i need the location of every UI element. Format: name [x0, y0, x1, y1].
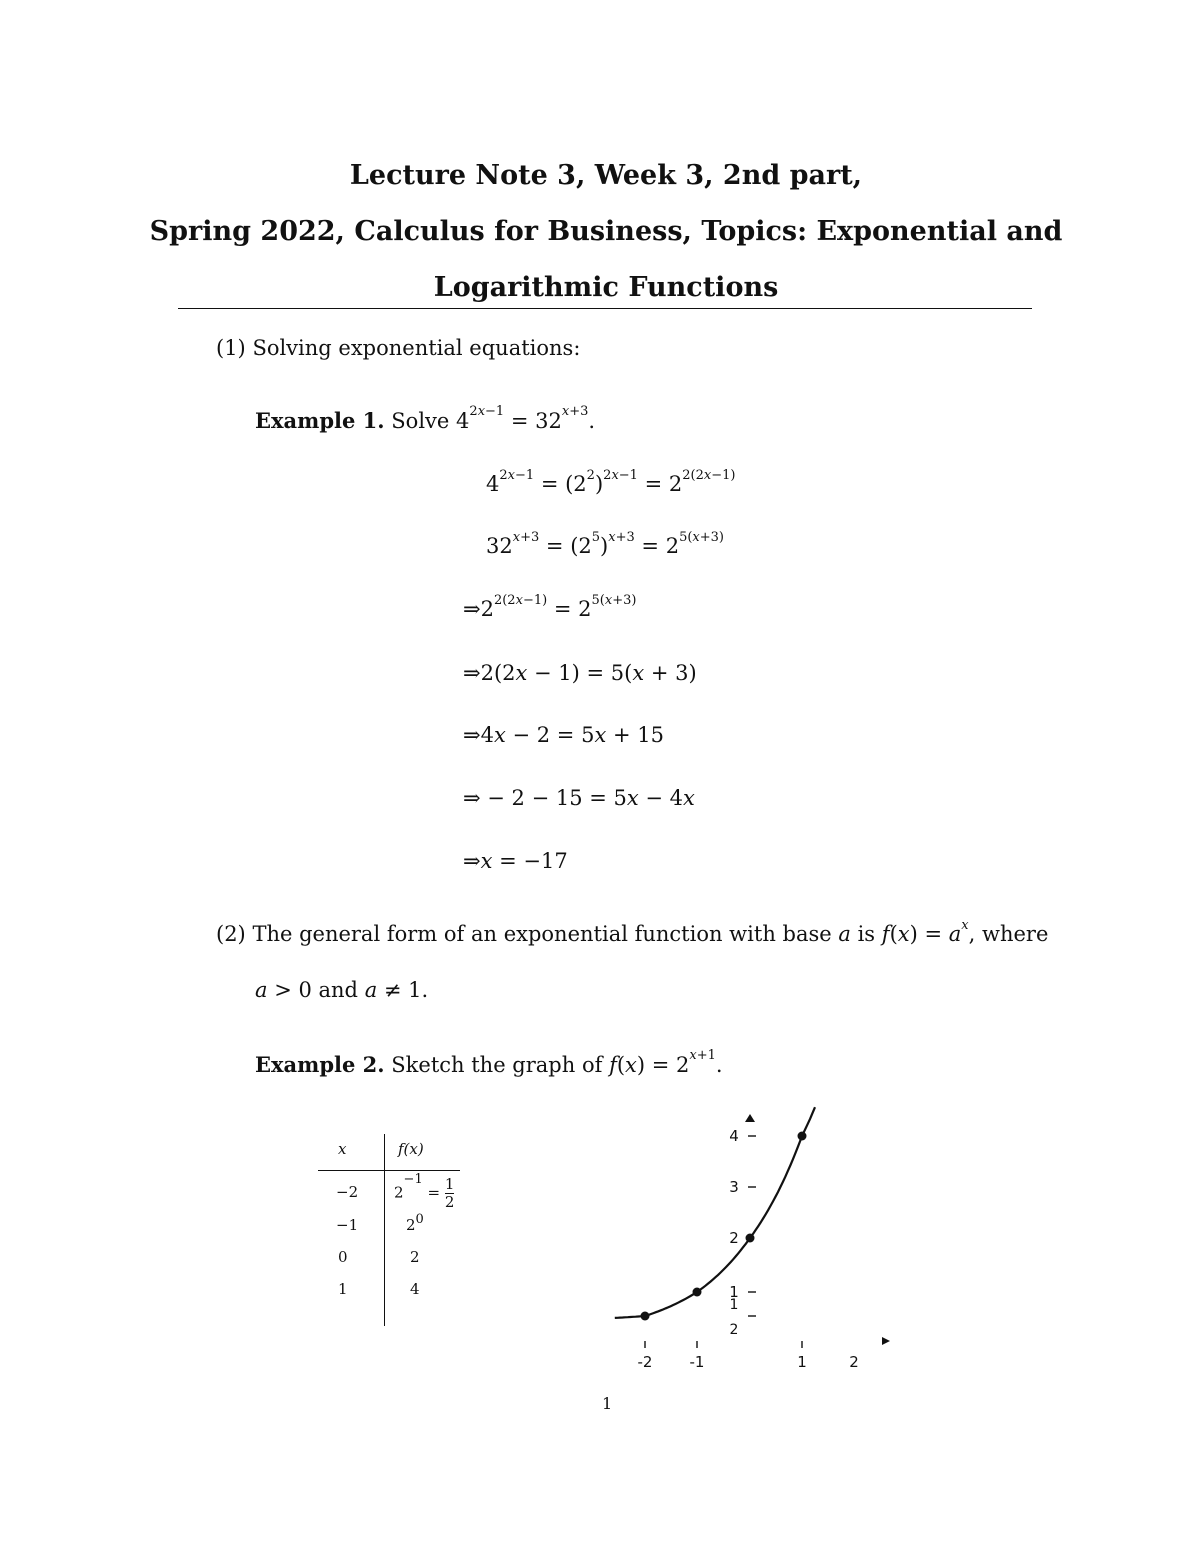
example-1-step-6: ⇒ − 2 − 15 = 5x − 4x: [463, 786, 695, 810]
graph-point-2: [693, 1288, 702, 1297]
example-1-step-7: ⇒x = −17: [463, 849, 568, 873]
y-tick-label-half-den: 2: [729, 1322, 739, 1338]
item-2-line-2: a > 0 and a ≠ 1.: [255, 978, 429, 1002]
y-axis-arrow-icon: [745, 1114, 755, 1122]
example-2-text: Sketch the graph of: [391, 1053, 603, 1077]
table-header-x: x: [338, 1140, 347, 1158]
graph-curve: [615, 1107, 815, 1318]
graph-points: [641, 1132, 807, 1321]
item-2-line-1: (2) The general form of an exponential function with base a is $f(x) = a^x$, where: [216, 918, 1049, 946]
y-tick-label-1: 4: [729, 1127, 739, 1145]
x-tick-label-3: 1: [797, 1353, 807, 1371]
item-1-number: (1): [216, 336, 246, 360]
example-1-equation: $4^{2x-1} = 32^{x+3}$.: [456, 404, 596, 433]
item-2-text-a: The general form of an exponential function with base: [252, 922, 832, 946]
graph-point-4: [798, 1132, 807, 1141]
y-tick-label-2: 3: [729, 1178, 739, 1196]
example-1-step-1: $4^{2x-1} = (2^2)^{2x-1} = 2^{2(2x-1)}$: [486, 468, 736, 496]
y-tick-label-4: 1: [729, 1283, 739, 1301]
table-row-1-x: −2: [336, 1183, 359, 1201]
table-row-2-x: −1: [336, 1216, 359, 1234]
x-tick-label-2: -1: [689, 1353, 705, 1371]
graph-curve-group: [615, 1107, 815, 1318]
x-tick-label-1: -2: [637, 1353, 653, 1371]
item-2-text-d: and: [318, 978, 359, 1002]
x-tick-label-4: 2: [849, 1353, 859, 1371]
table-row-2-fx: $2^0$: [406, 1212, 424, 1234]
x-axis-arrow-icon: [882, 1337, 890, 1345]
item-2-text-b: is: [857, 922, 876, 946]
table-row-1-fx: $2^{-1}$ = $\frac{1}{2}$: [394, 1172, 455, 1211]
example-1-step-4: ⇒2(2x − 1) = 5(x + 3): [463, 661, 697, 685]
title-line-1: Lecture Note 3, Week 3, 2nd part,: [349, 160, 863, 191]
table-row-3-fx: 2: [410, 1248, 420, 1266]
table-header-fx: f(x): [398, 1140, 424, 1158]
item-2-text-c: , where: [968, 922, 1049, 946]
graph-ticks: [638, 1127, 859, 1371]
graph-point-1: [641, 1312, 650, 1321]
example-1-label: Example 1.: [255, 408, 385, 433]
table-row-3-x: 0: [338, 1248, 348, 1266]
title-line-3: Logarithmic Functions: [433, 272, 779, 303]
page-number: 1: [602, 1394, 613, 1413]
example-1-solve: Solve: [391, 409, 450, 433]
y-tick-label-3: 2: [729, 1229, 739, 1247]
title-line-2: Spring 2022, Calculus for Business, Topics: Exponential and: [149, 216, 1063, 247]
table-row-4-fx: 4: [410, 1280, 420, 1298]
example-2-label: Example 2.: [255, 1052, 385, 1077]
example-1-step-3: $\Rightarrow 2^{2(2x-1)} = 2^{5(x+3)}$: [463, 593, 637, 621]
example-1-step-2: $32^{x+3} = (2^5)^{x+3} = 2^{5(x+3)}$: [486, 530, 724, 558]
graph-point-3: [746, 1234, 755, 1243]
table-row-4-x: 1: [338, 1280, 348, 1298]
example-2-statement: Example 2. Sketch the graph of $f(x) = 2^{x+1}$.: [255, 1048, 723, 1077]
item-2-number: (2): [216, 922, 246, 946]
y-tick-label-half-num: 1: [729, 1297, 739, 1313]
item-1-text: Solving exponential equations:: [252, 336, 581, 360]
example-1-step-5: ⇒4x − 2 = 5x + 15: [463, 723, 664, 747]
